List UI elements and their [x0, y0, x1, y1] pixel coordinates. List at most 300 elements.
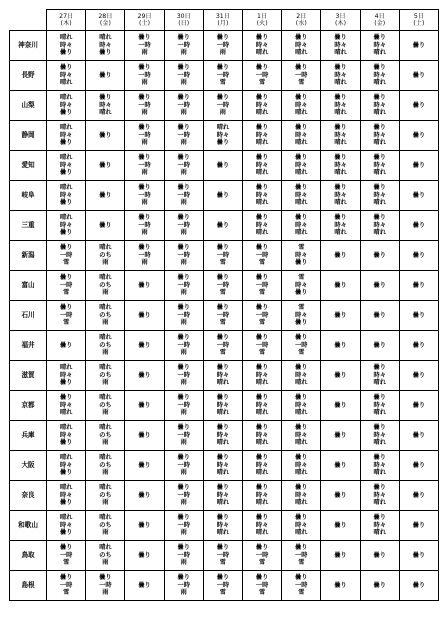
weather-word: 一時	[177, 221, 190, 229]
prefecture-row	[10, 391, 439, 421]
weather-word: のち	[99, 521, 112, 529]
weather-word: 晴れ	[373, 169, 386, 177]
weather-word: 一時	[216, 551, 230, 559]
forecast-cell	[360, 331, 399, 361]
forecast-cell	[47, 151, 86, 181]
weather-word: 曇り	[334, 311, 347, 319]
forecast-cell	[399, 91, 438, 121]
weather-word: 時々	[373, 521, 386, 529]
weather-word: 晴れ	[295, 379, 308, 387]
forecast-cell	[321, 91, 360, 121]
weather-word: 晴れ	[99, 274, 112, 282]
weather-word: 曇り	[412, 161, 426, 169]
weather-word: 雨	[180, 439, 187, 447]
weather-word: 一時	[138, 191, 151, 199]
weather-word: 曇り	[334, 124, 347, 132]
weather-word: 曇り	[412, 521, 426, 529]
weather-word: 時々	[216, 401, 230, 409]
weather-word: 曇り	[295, 94, 308, 102]
prefecture-name: 山梨	[10, 91, 47, 121]
prefecture-name: 島根	[10, 571, 47, 601]
forecast-cell	[203, 241, 242, 271]
weather-word: 一時	[59, 581, 73, 589]
weather-word: 雪	[259, 589, 266, 597]
weather-word: 曇り	[334, 491, 347, 499]
weather-word: 一時	[59, 281, 73, 289]
forecast-cell	[47, 211, 86, 241]
forecast-cell	[243, 481, 282, 511]
weather-word: 時々	[59, 131, 73, 139]
weather-word: 雪	[259, 289, 266, 297]
forecast-cell	[321, 331, 360, 361]
forecast-cell	[47, 121, 86, 151]
weather-word: 時々	[59, 401, 73, 409]
weather-word: 時々	[295, 101, 308, 109]
weather-word: 晴れ	[255, 169, 269, 177]
day-header	[164, 10, 203, 31]
weather-word: 晴れ	[255, 409, 269, 417]
forecast-cell	[399, 391, 438, 421]
weather-word: 曇り	[177, 184, 190, 192]
weather-word: 晴れ	[216, 499, 230, 507]
weather-word: 時々	[295, 281, 308, 289]
weather-word: 一時	[138, 101, 151, 109]
weather-word: 時々	[99, 41, 112, 49]
weather-word: 晴れ	[373, 379, 386, 387]
weather-word: 曇り	[99, 71, 112, 79]
weather-word: 曇り	[373, 364, 386, 372]
forecast-cell	[86, 211, 125, 241]
weather-word: 曇り	[295, 394, 308, 402]
weather-word: 曇り	[216, 161, 230, 169]
weather-word: 雨	[180, 349, 187, 357]
weather-word: 曇り	[255, 244, 269, 252]
forecast-cell	[47, 331, 86, 361]
weather-word: 曇り	[59, 394, 73, 402]
weather-word: 曇り	[295, 364, 308, 372]
forecast-cell	[86, 301, 125, 331]
prefecture-name: 滋賀	[10, 361, 47, 391]
weather-word: 時々	[59, 461, 73, 469]
prefecture-row	[10, 571, 439, 601]
weather-word: 晴れ	[59, 409, 73, 417]
forecast-cell	[360, 241, 399, 271]
weather-word: 雨	[102, 349, 109, 357]
weather-word: 一時	[138, 161, 151, 169]
forecast-cell	[243, 31, 282, 61]
forecast-cell	[243, 91, 282, 121]
forecast-cell	[47, 91, 86, 121]
weather-word: 晴れ	[99, 454, 112, 462]
weather-word: 曇り	[177, 64, 190, 72]
forecast-cell	[164, 391, 203, 421]
prefecture-name: 長野	[10, 61, 47, 91]
weather-word: 晴れ	[99, 34, 112, 42]
day-date: 1日	[257, 13, 268, 20]
weather-word: 曇り	[412, 281, 426, 289]
prefecture-name: 愛知	[10, 151, 47, 181]
weather-word: 曇り	[59, 64, 73, 72]
weather-word: 晴れ	[59, 34, 73, 42]
weather-word: 一時	[177, 131, 190, 139]
weather-word: 曇り	[255, 424, 269, 432]
weather-word: 晴れ	[295, 199, 308, 207]
forecast-cell	[360, 421, 399, 451]
weather-word: 曇り	[59, 529, 73, 537]
forecast-cell	[86, 331, 125, 361]
prefecture-name: 神奈川	[10, 31, 47, 61]
weather-word: 晴れ	[99, 544, 112, 552]
weather-word: 時々	[59, 161, 73, 169]
weather-word: 曇り	[295, 484, 308, 492]
weather-word: 雨	[102, 259, 109, 267]
weather-word: 一時	[138, 251, 151, 259]
weather-word: 曇り	[295, 64, 308, 72]
forecast-cell	[321, 511, 360, 541]
forecast-cell	[47, 61, 86, 91]
prefecture-row	[10, 451, 439, 481]
prefecture-row	[10, 181, 439, 211]
weather-word: 曇り	[177, 214, 190, 222]
weather-word: のち	[99, 311, 112, 319]
weather-word: 雪	[298, 349, 305, 357]
forecast-cell	[164, 61, 203, 91]
weather-word: 一時	[255, 311, 269, 319]
weather-word: 晴れ	[255, 49, 269, 57]
weather-word: 曇り	[59, 169, 73, 177]
forecast-cell	[321, 271, 360, 301]
prefecture-name: 新潟	[10, 241, 47, 271]
forecast-cell	[282, 421, 321, 451]
forecast-cell	[125, 121, 164, 151]
weather-word: 晴れ	[334, 79, 347, 87]
forecast-cell	[203, 391, 242, 421]
weather-word: 晴れ	[255, 229, 269, 237]
weather-word: 晴れ	[373, 529, 386, 537]
forecast-cell	[399, 271, 438, 301]
weather-word: 雪	[219, 79, 226, 87]
weather-word: 雪	[298, 274, 305, 282]
weather-word: 曇り	[216, 544, 230, 552]
forecast-cell	[282, 151, 321, 181]
weather-word: 時々	[255, 101, 269, 109]
weather-word: 時々	[295, 41, 308, 49]
day-header	[282, 10, 321, 31]
day-weekday: (火)	[256, 20, 268, 27]
weather-word: 一時	[59, 311, 73, 319]
forecast-cell	[125, 211, 164, 241]
weather-word: 時々	[255, 431, 269, 439]
weather-word: 晴れ	[373, 109, 386, 117]
forecast-cell	[360, 211, 399, 241]
weather-word: 時々	[295, 251, 308, 259]
weather-word: 時々	[216, 131, 230, 139]
prefecture-row	[10, 271, 439, 301]
weather-word: 曇り	[334, 551, 347, 559]
weather-word: 時々	[373, 191, 386, 199]
forecast-cell	[243, 541, 282, 571]
weather-word: 晴れ	[59, 364, 73, 372]
forecast-cell	[321, 121, 360, 151]
day-header	[203, 10, 242, 31]
forecast-cell	[125, 391, 164, 421]
forecast-cell	[360, 61, 399, 91]
day-header	[399, 10, 438, 31]
weather-word: 雪	[298, 79, 305, 87]
weather-word: 晴れ	[334, 109, 347, 117]
weekly-weather-forecast-table	[9, 9, 439, 601]
weather-word: 時々	[59, 101, 73, 109]
forecast-cell	[86, 481, 125, 511]
weather-word: 曇り	[59, 469, 73, 477]
weather-word: 曇り	[334, 341, 347, 349]
weather-word: のち	[99, 431, 112, 439]
forecast-cell	[399, 151, 438, 181]
weather-word: のち	[99, 491, 112, 499]
prefecture-row	[10, 511, 439, 541]
forecast-cell	[164, 271, 203, 301]
weather-word: 曇り	[99, 94, 112, 102]
weather-word: 曇り	[99, 221, 112, 229]
weather-word: 晴れ	[99, 364, 112, 372]
weather-word: 曇り	[373, 214, 386, 222]
forecast-cell	[243, 331, 282, 361]
weather-word: 時々	[216, 461, 230, 469]
corner-cell	[10, 10, 47, 31]
weather-word: 曇り	[255, 64, 269, 72]
forecast-cell	[164, 571, 203, 601]
weather-word: 曇り	[138, 214, 151, 222]
weather-word: 雨	[102, 439, 109, 447]
weather-word: 曇り	[138, 341, 151, 349]
weather-word: 一時	[99, 581, 112, 589]
weather-word: 曇り	[334, 34, 347, 42]
forecast-cell	[243, 211, 282, 241]
weather-word: 一時	[255, 341, 269, 349]
weather-word: 一時	[177, 401, 190, 409]
weather-word: 時々	[334, 101, 347, 109]
weather-word: 雨	[180, 499, 187, 507]
weather-word: 一時	[59, 551, 73, 559]
forecast-cell	[125, 421, 164, 451]
weather-word: 曇り	[216, 94, 230, 102]
weather-word: 雨	[141, 79, 148, 87]
weather-word: 曇り	[295, 454, 308, 462]
weather-word: 雪	[219, 289, 226, 297]
day-weekday: (日)	[178, 20, 190, 27]
weather-word: 曇り	[138, 244, 151, 252]
forecast-cell	[86, 151, 125, 181]
weather-word: 一時	[138, 41, 151, 49]
forecast-cell	[360, 151, 399, 181]
weather-word: 時々	[334, 131, 347, 139]
weather-word: 雪	[63, 259, 70, 267]
forecast-cell	[125, 571, 164, 601]
day-weekday: (土)	[139, 20, 151, 27]
weather-word: 曇り	[373, 251, 386, 259]
weather-word: 時々	[334, 221, 347, 229]
weather-word: 一時	[177, 431, 190, 439]
weather-word: 曇り	[334, 281, 347, 289]
forecast-cell	[125, 361, 164, 391]
weather-word: 晴れ	[59, 94, 73, 102]
weather-word: 雨	[180, 589, 187, 597]
day-date: 2日	[296, 13, 307, 20]
weather-word: のち	[99, 281, 112, 289]
weather-word: 晴れ	[295, 109, 308, 117]
weather-word: 曇り	[216, 304, 230, 312]
weather-word: 晴れ	[216, 124, 230, 132]
weather-word: 晴れ	[99, 304, 112, 312]
forecast-cell	[360, 91, 399, 121]
weather-word: 曇り	[216, 424, 230, 432]
weather-word: 曇り	[177, 484, 190, 492]
forecast-cell	[243, 421, 282, 451]
forecast-cell	[164, 121, 203, 151]
weather-word: 晴れ	[255, 439, 269, 447]
forecast-cell	[203, 151, 242, 181]
forecast-cell	[86, 511, 125, 541]
forecast-cell	[47, 571, 86, 601]
weather-word: 曇り	[255, 364, 269, 372]
forecast-cell	[125, 481, 164, 511]
weather-word: 曇り	[177, 514, 190, 522]
day-weekday: (月)	[217, 20, 229, 27]
forecast-cell	[399, 361, 438, 391]
weather-word: 曇り	[138, 94, 151, 102]
weather-word: 曇り	[177, 304, 190, 312]
weather-word: 晴れ	[59, 124, 73, 132]
weather-word: 曇り	[255, 394, 269, 402]
forecast-cell	[86, 391, 125, 421]
weather-word: 曇り	[59, 49, 73, 57]
forecast-cell	[164, 181, 203, 211]
weather-word: 雪	[259, 559, 266, 567]
weather-word: 曇り	[216, 34, 230, 42]
weather-word: 曇り	[295, 154, 308, 162]
weather-word: 雪	[219, 589, 226, 597]
weather-word: 曇り	[99, 574, 112, 582]
forecast-cell	[321, 61, 360, 91]
weather-word: 一時	[177, 191, 190, 199]
forecast-cell	[47, 241, 86, 271]
weather-word: 時々	[295, 401, 308, 409]
weather-word: 曇り	[412, 581, 426, 589]
weather-word: 晴れ	[373, 439, 386, 447]
weather-word: 一時	[177, 551, 190, 559]
weather-word: 曇り	[138, 581, 151, 589]
prefecture-name: 大阪	[10, 451, 47, 481]
weather-word: 曇り	[255, 574, 269, 582]
weather-word: 時々	[295, 161, 308, 169]
weather-word: 曇り	[59, 229, 73, 237]
forecast-cell	[164, 451, 203, 481]
weather-word: 時々	[295, 461, 308, 469]
weather-word: 曇り	[412, 431, 426, 439]
forecast-cell	[243, 181, 282, 211]
weather-word: 曇り	[295, 34, 308, 42]
weather-word: 晴れ	[59, 424, 73, 432]
weather-word: 雪	[298, 244, 305, 252]
prefecture-name: 京都	[10, 391, 47, 421]
prefecture-row	[10, 151, 439, 181]
weather-word: 雨	[102, 529, 109, 537]
forecast-cell	[203, 301, 242, 331]
day-weekday: (水)	[295, 20, 307, 27]
weather-word: 雪	[219, 319, 226, 327]
forecast-cell	[282, 271, 321, 301]
weather-word: 時々	[59, 371, 73, 379]
prefecture-name: 和歌山	[10, 511, 47, 541]
prefecture-row	[10, 331, 439, 361]
forecast-cell	[399, 181, 438, 211]
weather-word: 曇り	[373, 581, 386, 589]
forecast-cell	[125, 31, 164, 61]
forecast-cell	[203, 421, 242, 451]
prefecture-name: 奈良	[10, 481, 47, 511]
forecast-cell	[243, 511, 282, 541]
weather-word: 晴れ	[99, 394, 112, 402]
forecast-cell	[243, 151, 282, 181]
weather-word: 雨	[102, 559, 109, 567]
forecast-cell	[360, 271, 399, 301]
weather-word: 晴れ	[59, 184, 73, 192]
weather-word: のち	[99, 251, 112, 259]
forecast-cell	[164, 331, 203, 361]
forecast-cell	[86, 271, 125, 301]
weather-word: 雨	[141, 229, 148, 237]
weather-word: 雪	[219, 349, 226, 357]
weather-word: 晴れ	[373, 409, 386, 417]
weather-word: 晴れ	[295, 139, 308, 147]
weather-word: 曇り	[59, 199, 73, 207]
weather-word: 曇り	[255, 274, 269, 282]
forecast-cell	[360, 451, 399, 481]
forecast-cell	[321, 421, 360, 451]
weather-word: 曇り	[177, 394, 190, 402]
weather-word: 時々	[216, 491, 230, 499]
weather-word: 曇り	[138, 371, 151, 379]
weather-word: 時々	[373, 71, 386, 79]
day-date: 27日	[59, 13, 74, 20]
forecast-cell	[86, 61, 125, 91]
prefecture-row	[10, 301, 439, 331]
prefecture-name: 鳥取	[10, 541, 47, 571]
weather-word: 雪	[219, 259, 226, 267]
weather-word: 曇り	[412, 191, 426, 199]
forecast-cell	[125, 241, 164, 271]
weather-word: 雪	[63, 559, 70, 567]
prefecture-name: 石川	[10, 301, 47, 331]
weather-word: 一時	[177, 311, 190, 319]
weather-word: 曇り	[255, 304, 269, 312]
weather-word: 時々	[255, 131, 269, 139]
forecast-cell	[243, 241, 282, 271]
forecast-cell	[86, 31, 125, 61]
weather-word: 一時	[295, 341, 308, 349]
weather-word: 晴れ	[334, 229, 347, 237]
forecast-cell	[47, 391, 86, 421]
day-date: 28日	[98, 13, 113, 20]
forecast-cell	[86, 451, 125, 481]
forecast-cell	[164, 511, 203, 541]
prefecture-row	[10, 211, 439, 241]
forecast-cell	[282, 211, 321, 241]
weather-word: 曇り	[255, 124, 269, 132]
weather-word: 一時	[177, 491, 190, 499]
weather-word: 曇り	[295, 544, 308, 552]
forecast-cell	[399, 511, 438, 541]
